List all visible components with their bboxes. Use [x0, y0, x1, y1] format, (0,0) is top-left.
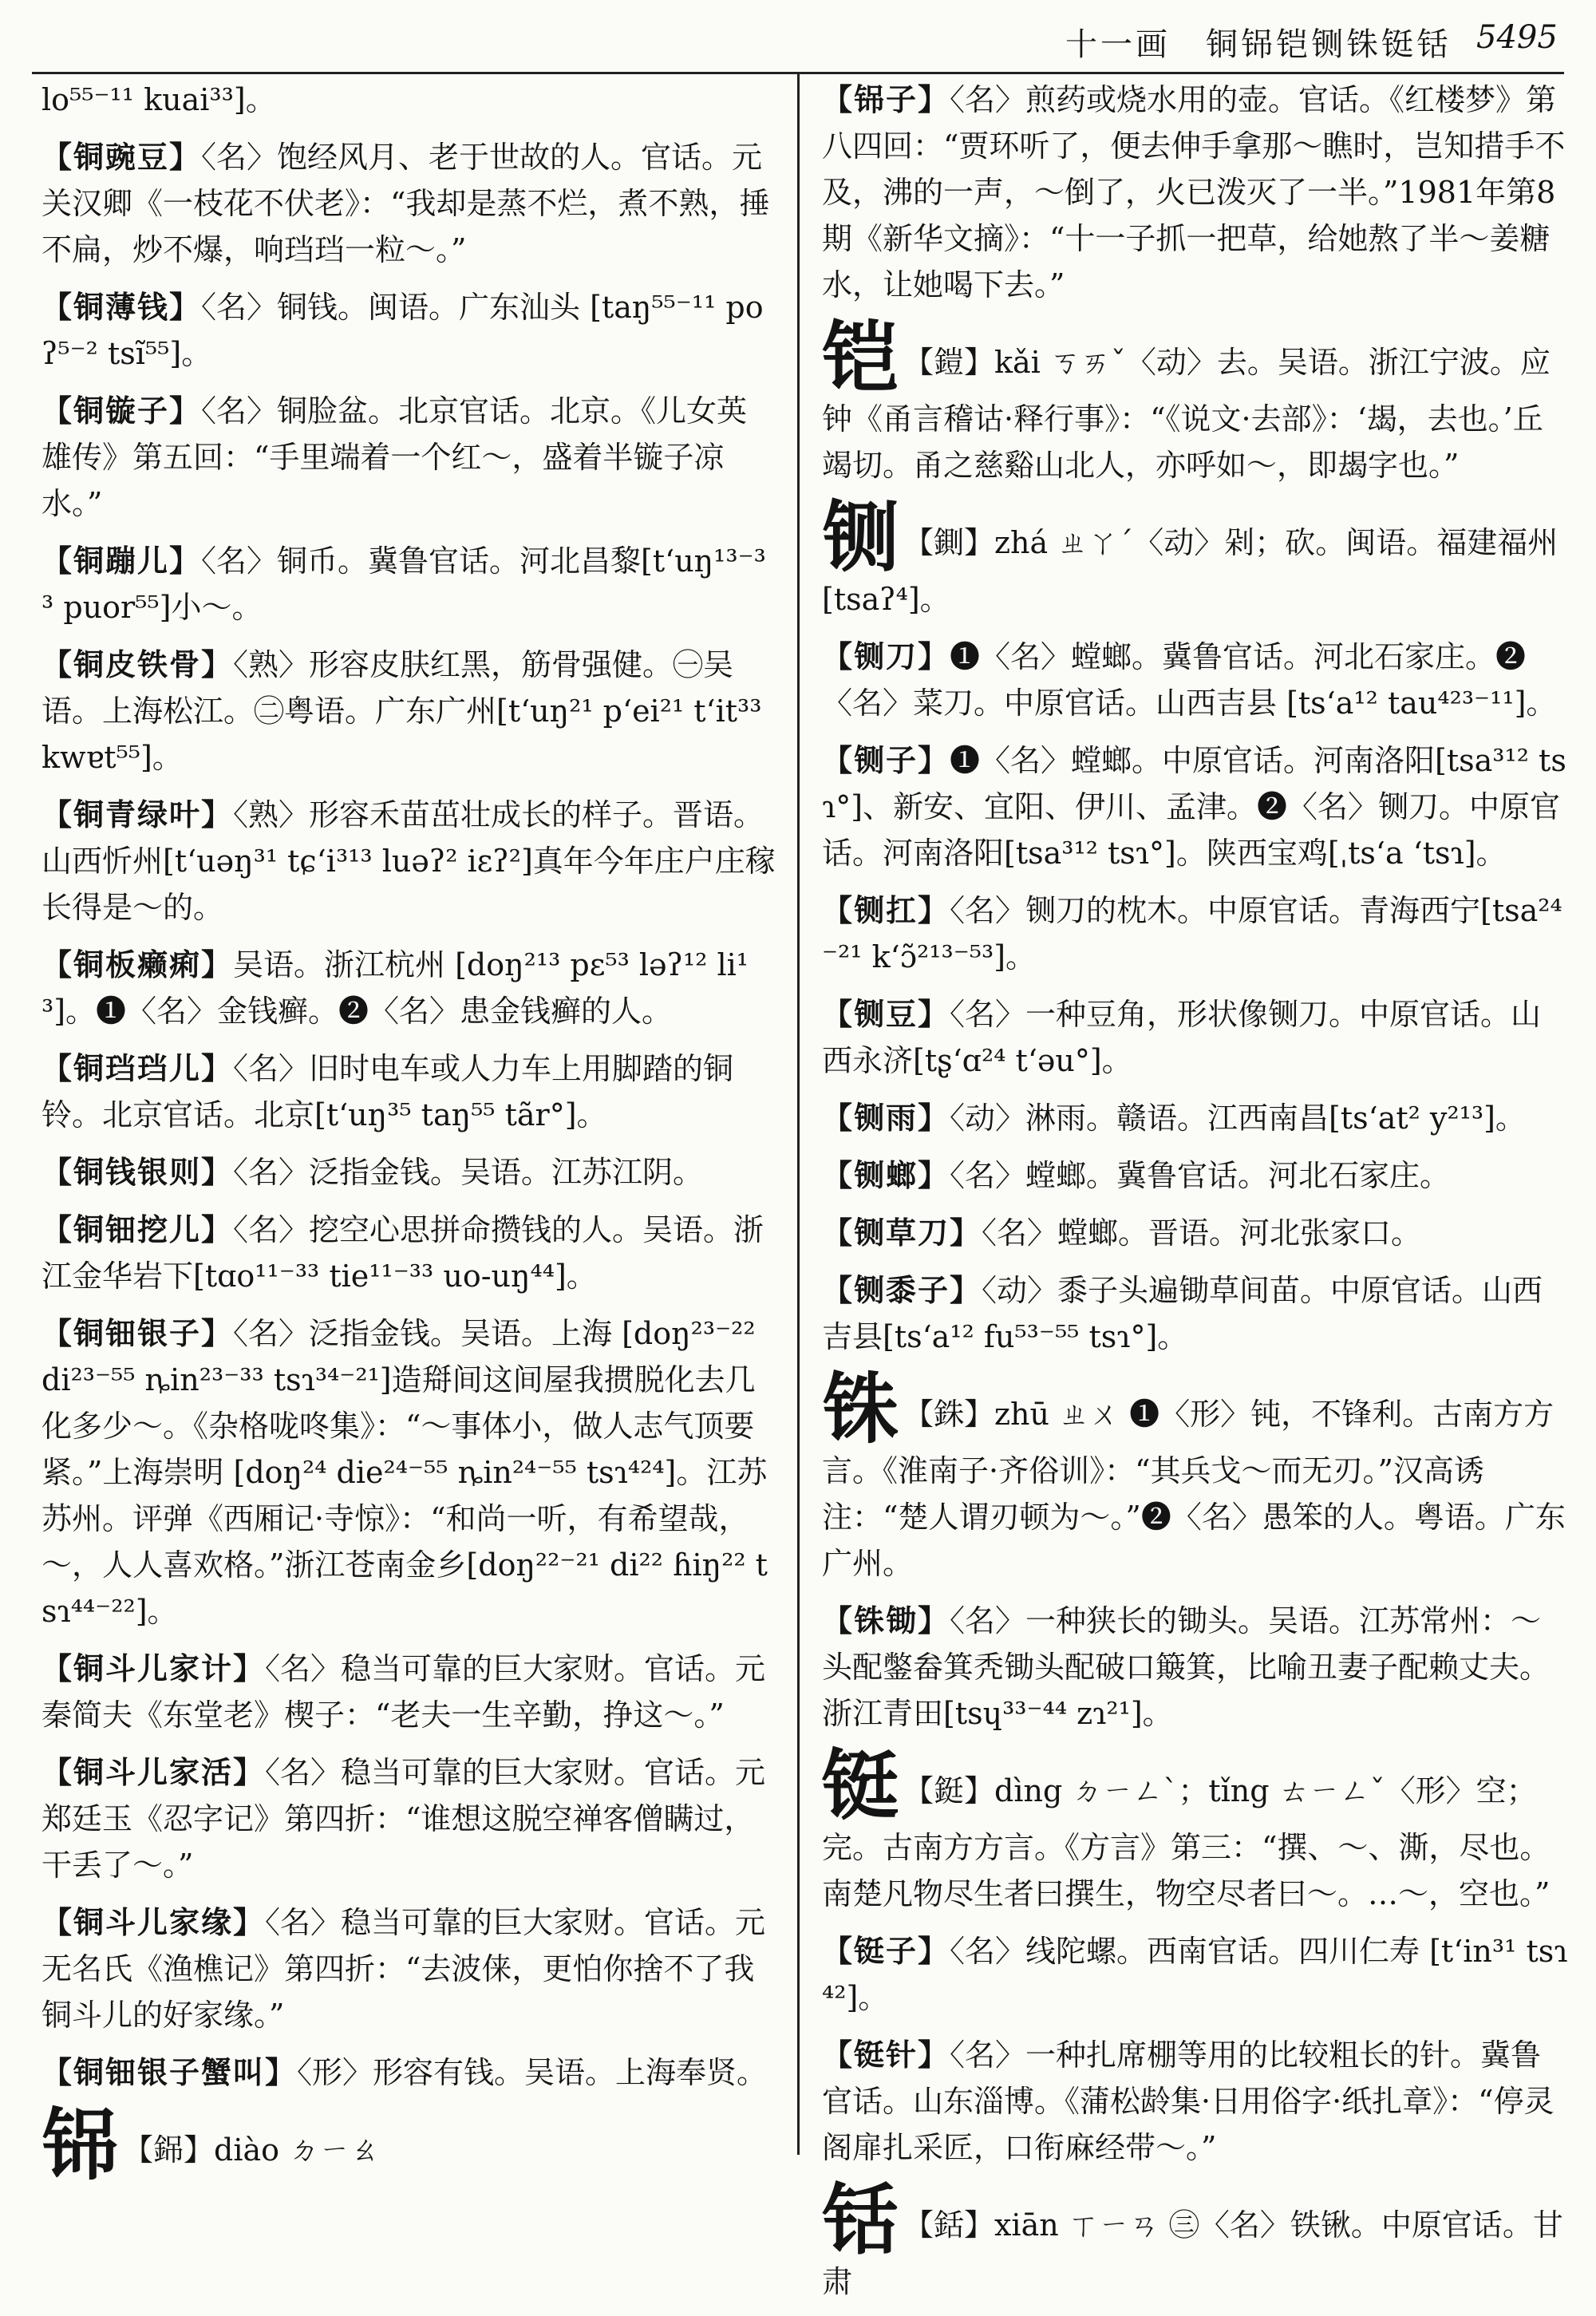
entry-body: 〈名〉一种豆角，形状像铡刀。中原官话。山西永济[tʂ‘ɑ²⁴ t‘əu°]。	[822, 997, 1542, 1078]
entry-headword: 【铜板癞痢】	[41, 947, 234, 982]
entry-headword: 【铜镟子】	[41, 393, 202, 429]
entry-character: 铡	[822, 492, 899, 583]
entry-body: ❶〈名〉螳螂。中原官话。河南洛阳[tsa³¹² tsɿ°]、新安、宜阳、伊川、孟津。❷〈名〉铡刀。中原官话。河南洛阳[tsa³¹² tsɿ°]。陕西宝鸡[ˌts‘a ‘tsɿ]。	[822, 743, 1566, 871]
dictionary-entry	[41, 1646, 776, 1738]
entry-headword: 【铡豆】	[822, 996, 950, 1032]
entry-headword: 【铡刀】	[822, 638, 950, 674]
dictionary-entry	[41, 284, 776, 377]
dictionary-entry	[822, 2032, 1568, 2171]
entry-character: 铞	[41, 2100, 118, 2190]
dictionary-entry	[41, 1207, 776, 1299]
entry-body: 〈名〉铜币。冀鲁官话。河北昌黎[t‘uŋ¹³⁻³³ puor⁵⁵]小～。	[41, 543, 766, 625]
entry-body: 〈名〉线陀螺。西南官话。四川仁寿 [t‘in³¹ tsɿ⁴²]。	[822, 1934, 1568, 2015]
dictionary-char-entry	[822, 2175, 1568, 2305]
entry-body: 〈名〉旧时电车或人力车上用脚踏的铜铃。北京官话。北京[t‘uŋ³⁵ taŋ⁵⁵ tãr°]。	[41, 1051, 734, 1132]
entry-body: 【鋌】dìng ㄉㄧㄥˋ；tǐng ㄊㄧㄥˇ〈形〉空；完。古南方方言。《方言》第三：“撰、～、澌，尽也。南楚凡物尽生者曰撰生，物空尽者曰～。…～，空也。”	[822, 1773, 1551, 1911]
entry-body: 〈名〉泛指金钱。吴语。江苏江阴。	[233, 1155, 704, 1190]
entry-body: 【鍘】zhá ㄓㄚˊ〈动〉剁；砍。闽语。福建福州 [tsaʔ⁴]。	[822, 525, 1558, 617]
entry-headword: 【铜珰珰儿】	[41, 1050, 234, 1086]
dictionary-entry	[41, 1149, 776, 1196]
entry-headword: 【铢锄】	[822, 1603, 950, 1638]
entry-body: 〈熟〉形容禾苗茁壮成长的样子。晋语。山西忻州[t‘uəŋ³¹ tɕ‘i³¹³ luəʔ² iɛʔ²]真年今年庄户庄稼长得是～的。	[41, 797, 776, 925]
entry-body: 〈名〉铜脸盆。北京官话。北京。《儿女英雄传》第五回：“手里端着一个红～，盛着半镟子凉水。”	[41, 393, 748, 521]
entry-body: 〈名〉挖空心思拼命攒钱的人。吴语。浙江金华岩下[tɑo¹¹⁻³³ tie¹¹⁻³³ uo-uŋ⁴⁴]。	[41, 1212, 764, 1294]
dictionary-entry	[822, 887, 1568, 980]
dictionary-entry	[41, 1899, 776, 2038]
entry-headword: 【铜斗儿家活】	[41, 1754, 266, 1790]
entry-headword: 【铡子】	[822, 742, 950, 778]
entry-body: 〈名〉螳螂。冀鲁官话。河北石家庄。	[950, 1158, 1451, 1193]
entry-body: 【銱】diào ㄉㄧㄠ	[123, 2132, 381, 2168]
dictionary-entry	[822, 77, 1568, 308]
dictionary-char-entry	[822, 312, 1568, 488]
dictionary-entry	[41, 2049, 776, 2096]
dictionary-entry	[41, 1310, 776, 1634]
entry-headword: 【铡草刀】	[822, 1215, 982, 1251]
dictionary-entry	[41, 538, 776, 630]
left-column	[41, 77, 776, 2195]
entry-body: 〈名〉饱经风月、老于世故的人。官话。元关汉卿《一枝花不伏老》：“我却是蒸不烂，煮不熟，捶不扁，炒不爆，响珰珰一粒～。”	[41, 140, 770, 267]
entry-body: 〈名〉稳当可靠的巨大家财。官话。元秦简夫《东堂老》楔子：“老夫一生辛勤，挣这～。”	[41, 1651, 766, 1733]
entry-headword: 【铜皮铁骨】	[41, 646, 234, 682]
entry-headword: 【铡雨】	[822, 1100, 950, 1136]
dictionary-char-entry	[41, 2100, 776, 2190]
entry-headword: 【铜斗儿家计】	[41, 1650, 266, 1686]
entry-headword: 【铡螂】	[822, 1157, 950, 1193]
page-number: 5495	[1476, 19, 1558, 56]
dictionary-entry	[822, 737, 1568, 876]
dictionary-entry	[822, 1210, 1568, 1256]
entry-body: 〈形〉形容有钱。吴语。上海奉贤。	[297, 2055, 768, 2090]
entry-headword: 【铜蹦儿】	[41, 543, 202, 579]
continuation-text: lo⁵⁵⁻¹¹ kuai³³]。	[41, 82, 276, 117]
section-title: 十一画 铜铞铠铡铢铤铦	[1065, 26, 1452, 63]
entry-headword: 【铜钿挖儿】	[41, 1211, 234, 1247]
entry-body: 〈熟〉形容皮肤红黑，筋骨强健。㊀吴语。上海松江。㊁粤语。广东广州[t‘uŋ²¹ p‘ei²¹ t‘it³³ kwɐt⁵⁵]。	[41, 647, 762, 775]
entry-character: 铦	[822, 2175, 899, 2265]
entry-body: 〈动〉黍子头遍锄草间苗。中原官话。山西吉县[ts‘a¹² fu⁵³⁻⁵⁵ tsɿ°]。	[822, 1273, 1543, 1354]
entry-body: 〈名〉稳当可靠的巨大家财。官话。元郑廷玉《忍字记》第四折：“谁想这脱空禅客僧瞒过，干丢了～。”	[41, 1755, 766, 1883]
entry-character: 铢	[822, 1364, 899, 1454]
dictionary-entry	[41, 1045, 776, 1138]
dictionary-entry	[822, 1267, 1568, 1360]
page-header	[0, 0, 1596, 77]
entry-body: 〈名〉螳螂。晋语。河北张家口。	[982, 1215, 1422, 1251]
entry-headword: 【铜薄钱】	[41, 289, 202, 325]
dictionary-entry	[41, 1749, 776, 1888]
dictionary-entry	[822, 1152, 1568, 1199]
entry-body: 〈名〉铜钱。闽语。广东汕头 [taŋ⁵⁵⁻¹¹ poʔ⁵⁻² tsĩ⁵⁵]。	[41, 290, 764, 371]
dictionary-entry	[822, 634, 1568, 726]
entry-headword: 【铤子】	[822, 1933, 950, 1969]
entry-body: 【鎧】kǎi ㄎㄞˇ〈动〉去。吴语。浙江宁波。应钟《甬言稽诂·释行事》：“《说文·去部》：‘朅，去也。’丘竭切。甬之慈谿山北人，亦呼如～，即朅字也。”	[822, 345, 1551, 483]
entry-headword: 【铡黍子】	[822, 1272, 982, 1308]
dictionary-entry	[41, 642, 776, 781]
entry-body: 〈名〉一种狭长的锄头。吴语。江苏常州：～头配鐅畚箕秃锄头配破口簸箕，比喻丑妻子配赖丈夫。浙江青田[tsɥ³³⁻⁴⁴ zɿ²¹]。	[822, 1603, 1551, 1731]
right-column	[822, 77, 1568, 2316]
entry-body: 【銛】xiān ㄒㄧㄢ ㊂〈名〉铁锹。中原官话。甘肃	[822, 2207, 1563, 2299]
dictionary-entry	[822, 1928, 1568, 2021]
entry-headword: 【铜钱银则】	[41, 1154, 234, 1190]
dictionary-entry	[41, 388, 776, 527]
entry-headword: 【铞子】	[822, 81, 950, 117]
entry-body: ❶〈名〉螳螂。冀鲁官话。河北石家庄。❷〈名〉菜刀。中原官话。山西吉县 [ts‘a¹² tau⁴²³⁻¹¹]。	[822, 639, 1557, 721]
dictionary-char-entry	[822, 1364, 1568, 1587]
entry-body: 〈名〉铡刀的枕木。中原官话。青海西宁[tsa²⁴⁻²¹ k‘ɔ̃²¹³⁻⁵³]。	[822, 893, 1562, 974]
dictionary-entry	[822, 1598, 1568, 1737]
dictionary-entry	[822, 1095, 1568, 1141]
entry-body: 〈动〉淋雨。赣语。江西南昌[ts‘at² y²¹³]。	[950, 1101, 1526, 1136]
entry-body: 〈名〉稳当可靠的巨大家财。官话。元无名氏《渔樵记》第四折：“去波俫，更怕你捨不了我铜斗儿的好家缘。”	[41, 1905, 766, 2033]
entry-headword: 【铤针】	[822, 2037, 950, 2073]
entry-body: 〈名〉泛指金钱。吴语。上海 [doŋ²³⁻²² di²³⁻⁵⁵ ȵin²³⁻³³ tsɿ³⁴⁻²¹]造搿间这间屋我掼脱化去几化多少～。《杂格咙咚集》：“～事体小，做人志气顶要紧。”上海崇明 [doŋ²⁴ die²⁴⁻⁵⁵ ȵin²⁴⁻⁵⁵ tsɿ⁴²⁴]。江苏苏州。评弹《西厢记·寺惊》：“和尚一听，有希望哉，～，人人喜欢格。”浙江苍南金乡[doŋ²²⁻²¹ di²² ɦiŋ²² tsɿ⁴⁴⁻²²]。	[41, 1316, 768, 1629]
entry-character: 铤	[822, 1741, 899, 1831]
left-entries	[41, 134, 776, 2096]
column-divider	[797, 72, 800, 2155]
dictionary-char-entry	[822, 1741, 1568, 1917]
dictionary-entry	[41, 134, 776, 273]
entry-body: 吴语。浙江杭州 [doŋ²¹³ pɛ⁵³ ləʔ¹² li¹³]。❶〈名〉金钱癣。❷〈名〉患金钱癣的人。	[41, 947, 749, 1029]
entry-body: 〈名〉一种扎席棚等用的比较粗长的针。冀鲁官话。山东淄博。《蒲松龄集·日用俗字·纸扎章》：“停灵阁扉扎采匠，口衔麻经带～。”	[822, 2037, 1555, 2165]
entry-headword: 【铜青绿叶】	[41, 796, 234, 832]
dictionary-char-entry	[822, 492, 1568, 622]
dictionary-entry	[41, 792, 776, 931]
entry-body: 〈名〉煎药或烧水用的壶。官话。《红楼梦》第八四回：“贾环听了，便去伸手拿那～瞧时，岂知措手不及，沸的一声，～倒了，火已泼灭了一半。”1981年第8期《新华文摘》：“十一子抓一把草，给她熬了半～姜糖水，让她喝下去。”	[822, 82, 1566, 302]
entry-headword: 【铜斗儿家缘】	[41, 1904, 266, 1940]
dictionary-entry	[822, 991, 1568, 1084]
entry-character: 铠	[822, 312, 899, 402]
entry-headword: 【铜钿银子】	[41, 1315, 234, 1351]
dictionary-entry	[41, 942, 776, 1034]
entry-headword: 【铜钿银子蟹叫】	[41, 2054, 298, 2090]
entry-headword: 【铜豌豆】	[41, 139, 202, 175]
entry-headword: 【铡扛】	[822, 892, 950, 928]
entry-body: 【銖】zhū ㄓㄨ ❶〈形〉钝，不锋利。古南方方言。《淮南子·齐俗训》：“其兵戈～而无刃。”汉高诱注：“楚人谓刃顿为～。”❷〈名〉愚笨的人。粤语。广东广州。	[822, 1397, 1566, 1581]
